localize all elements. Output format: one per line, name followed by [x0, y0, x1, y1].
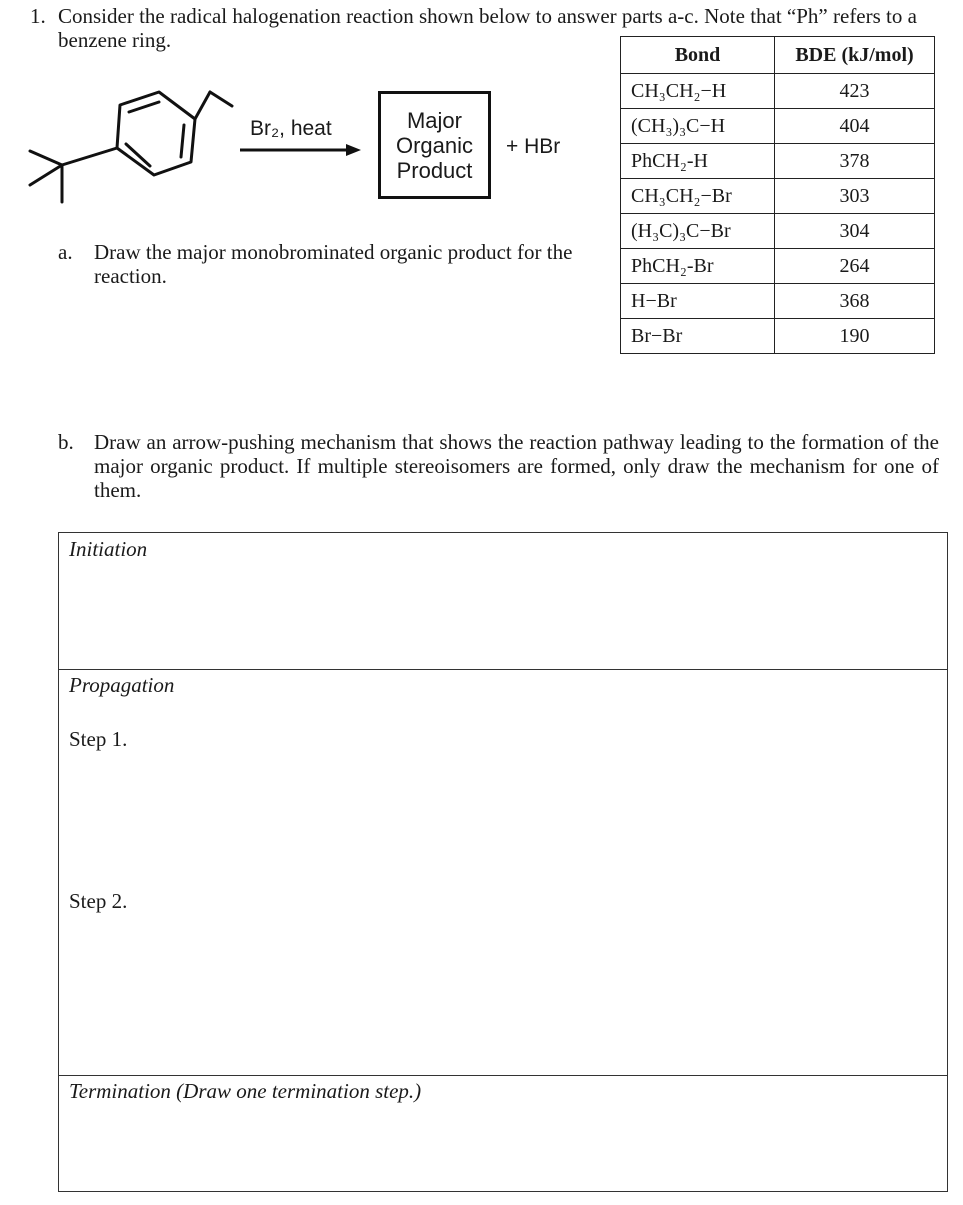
propagation-section[interactable]: [59, 669, 947, 1076]
tbutyl-methyl: [30, 151, 62, 165]
question-text: Consider the radical halogenation reaction shown below to answer parts a-c. Note that “Ph” refers to a benzene ring.: [58, 4, 917, 52]
bde-table: [620, 36, 935, 354]
reaction-arrowhead: [346, 144, 361, 156]
major-product-box: [378, 91, 491, 199]
byproduct-hbr: + HBr: [506, 135, 561, 158]
bde-cell: 368: [775, 284, 935, 319]
product-line: Product: [396, 157, 473, 183]
table-header-row: [621, 37, 935, 74]
bde-cell: 303: [775, 179, 935, 214]
tbutyl-methyl: [30, 165, 62, 185]
part-a-text: Draw the major monobrominated organic product for the reaction.: [94, 240, 573, 288]
header-bond: Bond: [621, 37, 775, 74]
question-number: 1.: [30, 4, 46, 28]
table-row: [621, 319, 935, 354]
step-2-label: Step 2.: [69, 889, 128, 913]
bde-cell: 378: [775, 144, 935, 179]
table-row: [621, 249, 935, 284]
termination-section[interactable]: [59, 1075, 947, 1205]
termination-label: Termination (Draw one termination step.): [69, 1079, 422, 1103]
propagation-label: Propagation: [69, 673, 175, 697]
part-a-letter: a.: [58, 240, 73, 264]
table-row: [621, 144, 935, 179]
table-row: [621, 74, 935, 109]
part-b-letter: b.: [58, 430, 74, 454]
mechanism-answer-box: [58, 532, 948, 1192]
bde-cell: 423: [775, 74, 935, 109]
bde-cell: 190: [775, 319, 935, 354]
table-row: [621, 109, 935, 144]
ring-double-bond: [181, 125, 184, 157]
bde-cell: 404: [775, 109, 935, 144]
bde-cell: 304: [775, 214, 935, 249]
product-line: Organic: [395, 132, 474, 158]
step-1-label: Step 1.: [69, 727, 128, 751]
bond-cell: PhCH₂-Br: [621, 249, 775, 284]
bond-cell: CH₃CH₂−Br: [621, 179, 775, 214]
initiation-section[interactable]: [59, 533, 947, 670]
table-row: [621, 179, 935, 214]
table-row: [621, 214, 935, 249]
bond-cell: CH₃CH₂−H: [621, 74, 775, 109]
header-bde: BDE (kJ/mol): [775, 37, 935, 74]
ethyl-bond: [210, 92, 232, 106]
bond-cell: PhCH₂-H: [621, 144, 775, 179]
bde-cell: 264: [775, 249, 935, 284]
reagent-label: Br₂, heat: [250, 117, 332, 140]
bond-cell: H−Br: [621, 284, 775, 319]
bond-cell: (CH₃)₃C−H: [621, 109, 775, 144]
bond-cell: (H₃C)₃C−Br: [621, 214, 775, 249]
initiation-label: Initiation: [69, 537, 148, 561]
part-b-text: Draw an arrow-pushing mechanism that shows the reaction pathway leading to the formation of the major organic product. If multiple stereoisomers are formed, only draw the mechanism for one of them.: [94, 430, 939, 502]
bond-cell: Br−Br: [621, 319, 775, 354]
ring-double-bond: [129, 102, 159, 112]
ethyl-bond: [195, 92, 210, 119]
product-line: Major: [406, 107, 462, 133]
reaction-scheme: [20, 78, 380, 213]
substrate-structure: [30, 92, 232, 202]
tbutyl-bond: [62, 148, 117, 165]
table-row: [621, 284, 935, 319]
